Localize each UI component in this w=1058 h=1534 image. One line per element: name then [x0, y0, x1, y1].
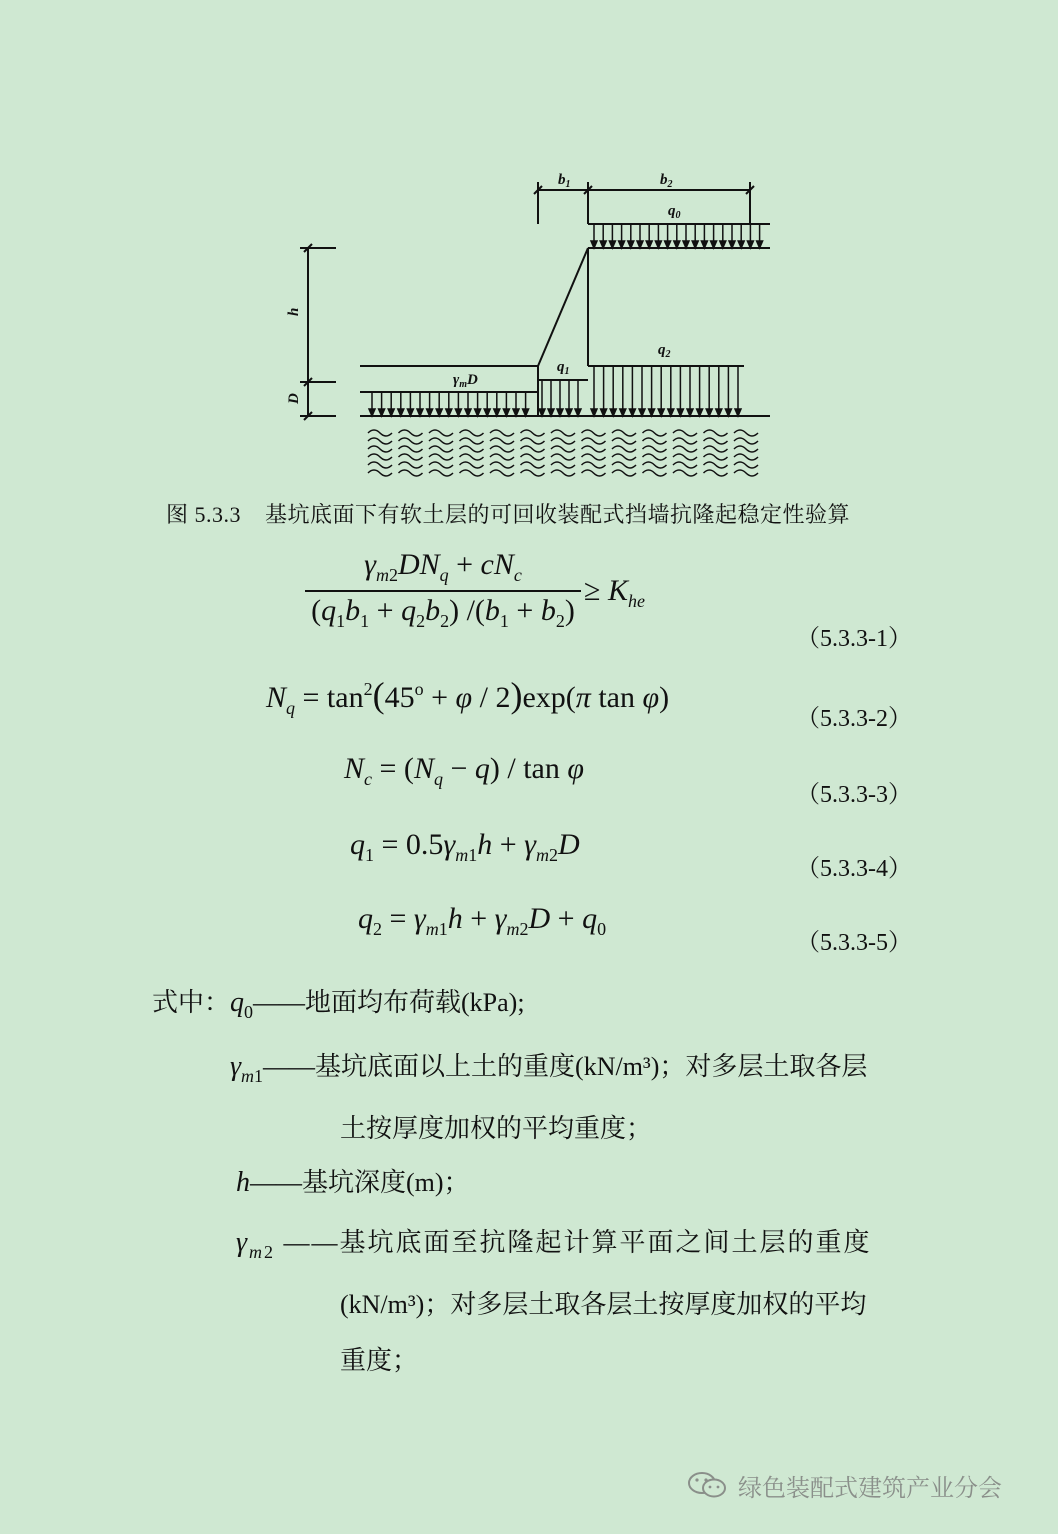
load-arrow-head [566, 409, 572, 416]
soft-soil-hatch [643, 454, 667, 460]
soft-soil-hatch [612, 454, 636, 460]
soft-soil-hatch [460, 462, 484, 468]
soft-soil-hatch [734, 470, 758, 476]
load-arrow-head [475, 409, 481, 416]
soft-soil-hatch [429, 446, 453, 452]
definition-q0-text: ——地面均布荷载(kPa); [253, 988, 525, 1017]
load-arrow-head [674, 241, 680, 248]
soft-soil-hatch [582, 446, 606, 452]
load-arrow-head [716, 409, 722, 416]
soft-soil-hatch [612, 438, 636, 444]
load-arrow-head [692, 241, 698, 248]
equation-1-fraction: $\gamma_{m2}DN_q + cN_c$ $(q_1b_1 + q_2b_2) /(b_1 + b_2)$ [305, 548, 581, 632]
soft-soil-hatch [734, 454, 758, 460]
load-arrow-head [484, 409, 490, 416]
soft-soil-hatch [399, 430, 423, 436]
soft-soil-hatch [551, 446, 575, 452]
load-arrow-head [610, 409, 616, 416]
load-arrow-head [729, 241, 735, 248]
definition-gm2-cont2: 重度； [340, 1346, 419, 1375]
load-arrow-head [639, 409, 645, 416]
load-arrow-head [619, 241, 625, 248]
load-arrow-head [379, 409, 385, 416]
soft-soil-hatch [460, 454, 484, 460]
soft-soil-hatch [704, 454, 728, 460]
soft-soil-hatch [490, 462, 514, 468]
soft-soil-hatch [521, 454, 545, 460]
svg-text:b1: $b_1$ [558, 172, 571, 190]
figure-caption [166, 498, 850, 529]
definition-gm1-cont: 土按厚度加权的平均重度； [340, 1114, 653, 1143]
load-arrow-head [609, 241, 615, 248]
equation-4: $q_1 = 0.5\gamma_{m1}h + \gamma_{m2}D$ [350, 828, 580, 865]
load-arrow-head [455, 409, 461, 416]
watermark-text: 绿色装配式建筑产业分会 [738, 1474, 1002, 1502]
soft-soil-hatch [490, 430, 514, 436]
caption-text: 基坑底面下有软土层的可回收装配式挡墙抗隆起稳定性验算 [265, 502, 851, 527]
load-arrow-head [683, 241, 689, 248]
load-arrow-head [523, 409, 529, 416]
definition-gm1: $\gamma_{m1}——$基坑底面以上土的重度(kN/m³)；对多层土取各层 [230, 1051, 868, 1086]
soft-soil-hatch [490, 470, 514, 476]
soft-soil-hatch [612, 462, 636, 468]
load-arrow-head [628, 241, 634, 248]
svg-text:γmD: $\gamma_mD$ [453, 372, 478, 390]
load-arrow-head [557, 409, 563, 416]
load-arrow-head [591, 241, 597, 248]
soft-soil-hatch [582, 430, 606, 436]
load-arrow-head [735, 409, 741, 416]
soft-soil-hatch [490, 454, 514, 460]
load-arrow-head [658, 409, 664, 416]
load-arrow-head [706, 409, 712, 416]
load-arrow-head [649, 409, 655, 416]
soft-soil-hatch [643, 462, 667, 468]
soft-soil-hatch [460, 470, 484, 476]
soft-soil-hatch [582, 470, 606, 476]
load-arrow-head [548, 409, 554, 416]
soft-soil-hatch [460, 430, 484, 436]
load-arrow-head [513, 409, 519, 416]
load-arrow-head [575, 409, 581, 416]
load-arrow-head [720, 241, 726, 248]
load-arrow-head [539, 409, 545, 416]
label-gmD: γ [453, 372, 460, 388]
load-arrow-head [757, 241, 763, 248]
equation-number-2: （5.3.3-2） [796, 706, 912, 732]
soft-soil-hatch [551, 430, 575, 436]
load-arrow-head [600, 241, 606, 248]
soft-soil-hatch [429, 438, 453, 444]
load-arrow-head [503, 409, 509, 416]
soft-soil-hatch [643, 438, 667, 444]
load-arrow-head [407, 409, 413, 416]
soft-soil-hatch [551, 454, 575, 460]
load-arrow-head [494, 409, 500, 416]
load-arrow-head [591, 409, 597, 416]
load-arrow-head [701, 241, 707, 248]
label-b1: b [558, 172, 566, 188]
soft-soil-hatch [429, 454, 453, 460]
load-arrow-head [646, 241, 652, 248]
label-q2: q [658, 342, 666, 358]
equation-1-rhs: ≥ $K_{he}$ [584, 574, 645, 611]
soft-soil-hatch [368, 454, 392, 460]
load-arrow-head [637, 241, 643, 248]
wechat-icon [686, 1470, 732, 1500]
soft-soil-hatch [673, 430, 697, 436]
load-arrow-head [417, 409, 423, 416]
soft-soil-hatch [399, 438, 423, 444]
definition-gm2-cont1: (kN/m³)；对多层土取各层土按厚度加权的平均 [340, 1290, 867, 1319]
soft-soil-hatch [734, 430, 758, 436]
soft-soil-hatch [612, 430, 636, 436]
soft-soil-hatch [490, 446, 514, 452]
label-b2: b [660, 172, 668, 188]
equation-2: $N_q = \tan^2(45^o + \varphi / 2)\exp(\pi$ tan φ) [266, 675, 670, 718]
soft-soil-hatch [490, 438, 514, 444]
soft-soil-hatch [429, 462, 453, 468]
definition-gm2-text: ——基坑底面至抗隆起计算平面之间土层的重度 [283, 1228, 872, 1257]
load-arrow-head [665, 241, 671, 248]
definition-h: h——基坑深度(m)； [236, 1167, 470, 1198]
soft-soil-hatch [551, 470, 575, 476]
soft-soil-hatch [704, 430, 728, 436]
soft-soil-hatch [399, 462, 423, 468]
equation-number-5: （5.3.3-5） [796, 930, 912, 956]
soft-soil-hatch [673, 438, 697, 444]
soft-soil-hatch [643, 470, 667, 476]
soft-soil-hatch [399, 446, 423, 452]
soft-soil-hatch [612, 470, 636, 476]
soft-soil-hatch [521, 438, 545, 444]
soft-soil-hatch [673, 470, 697, 476]
load-arrow-head [436, 409, 442, 416]
soft-soil-hatch [673, 454, 697, 460]
load-arrow-head [446, 409, 452, 416]
soft-soil-hatch [460, 438, 484, 444]
soft-soil-hatch [368, 470, 392, 476]
definition-gm2: $\gamma_{m2}$ ——基坑底面至抗隆起计算平面之间土层的重度 [236, 1227, 872, 1262]
label-q0: q [668, 203, 676, 219]
load-arrow-head [697, 409, 703, 416]
soft-soil-hatch [399, 454, 423, 460]
definition-h-text: ——基坑深度(m)； [250, 1168, 470, 1197]
soft-soil-hatch [429, 470, 453, 476]
soft-soil-hatch [734, 462, 758, 468]
load-arrow-head [465, 409, 471, 416]
label-q1: q [557, 359, 565, 375]
equation-5: $q_2 = \gamma_{m1}h + \gamma_{m2}D + q_0$ [358, 902, 607, 939]
equation-number-3: （5.3.3-3） [796, 782, 912, 808]
load-arrow-head [725, 409, 731, 416]
pit-diagram [270, 160, 790, 490]
load-arrow-head [369, 409, 375, 416]
soft-soil-hatch [551, 462, 575, 468]
load-arrow-head [388, 409, 394, 416]
equation-number-4: （5.3.3-4） [796, 856, 912, 882]
svg-text:q1: $q_1$ [557, 359, 570, 377]
load-arrow-head [620, 409, 626, 416]
soft-soil-hatch [643, 430, 667, 436]
soft-soil-hatch [551, 438, 575, 444]
load-arrow-head [398, 409, 404, 416]
definition-intro: 式中： [152, 988, 231, 1017]
caption-number: 图 5.3.3 [166, 502, 242, 527]
soft-soil-hatch [643, 446, 667, 452]
load-arrow-head [668, 409, 674, 416]
soft-soil-hatch [368, 438, 392, 444]
definition-gm1-text: ——基坑底面以上土的重度(kN/m³)；对多层土取各层 [263, 1052, 868, 1081]
equation-3: $N_c = (N_q - q) / \tan \varphi$ [344, 752, 584, 789]
label-h: h [286, 307, 302, 316]
svg-text:q2: $q_2$ [658, 342, 671, 360]
load-arrow-head [711, 241, 717, 248]
soft-soil-hatch [521, 462, 545, 468]
soft-soil-hatch [734, 438, 758, 444]
soft-soil-hatch [582, 462, 606, 468]
soft-soil-hatch [582, 454, 606, 460]
load-arrow-head [629, 409, 635, 416]
load-arrow-head [601, 409, 607, 416]
soft-soil-hatch [521, 470, 545, 476]
definition-q0: 式中：$q_0——$地面均布荷载(kPa); [152, 987, 525, 1022]
svg-text:b2: $b_2$ [660, 172, 673, 190]
soft-soil-hatch [612, 446, 636, 452]
soft-soil-hatch [704, 470, 728, 476]
equation-number-1: （5.3.3-1） [796, 626, 912, 652]
label-D: D [286, 393, 302, 404]
load-arrow-head [687, 409, 693, 416]
soft-soil-hatch [368, 462, 392, 468]
load-arrow-head [427, 409, 433, 416]
soft-soil-hatch [460, 446, 484, 452]
soft-soil-hatch [368, 446, 392, 452]
svg-text:q0: $q_0$ [668, 203, 681, 221]
soft-soil-hatch [704, 438, 728, 444]
soft-soil-hatch [673, 462, 697, 468]
load-arrow-head [738, 241, 744, 248]
soft-soil-hatch [704, 446, 728, 452]
load-arrow-head [655, 241, 661, 248]
load-arrow-head [677, 409, 683, 416]
load-arrow-head [747, 241, 753, 248]
soft-soil-hatch [734, 446, 758, 452]
soft-soil-hatch [704, 462, 728, 468]
soft-soil-hatch [368, 430, 392, 436]
soft-soil-hatch [582, 438, 606, 444]
soft-soil-hatch [399, 470, 423, 476]
soft-soil-hatch [429, 430, 453, 436]
soft-soil-hatch [521, 430, 545, 436]
soft-soil-hatch [673, 446, 697, 452]
soft-soil-hatch [521, 446, 545, 452]
